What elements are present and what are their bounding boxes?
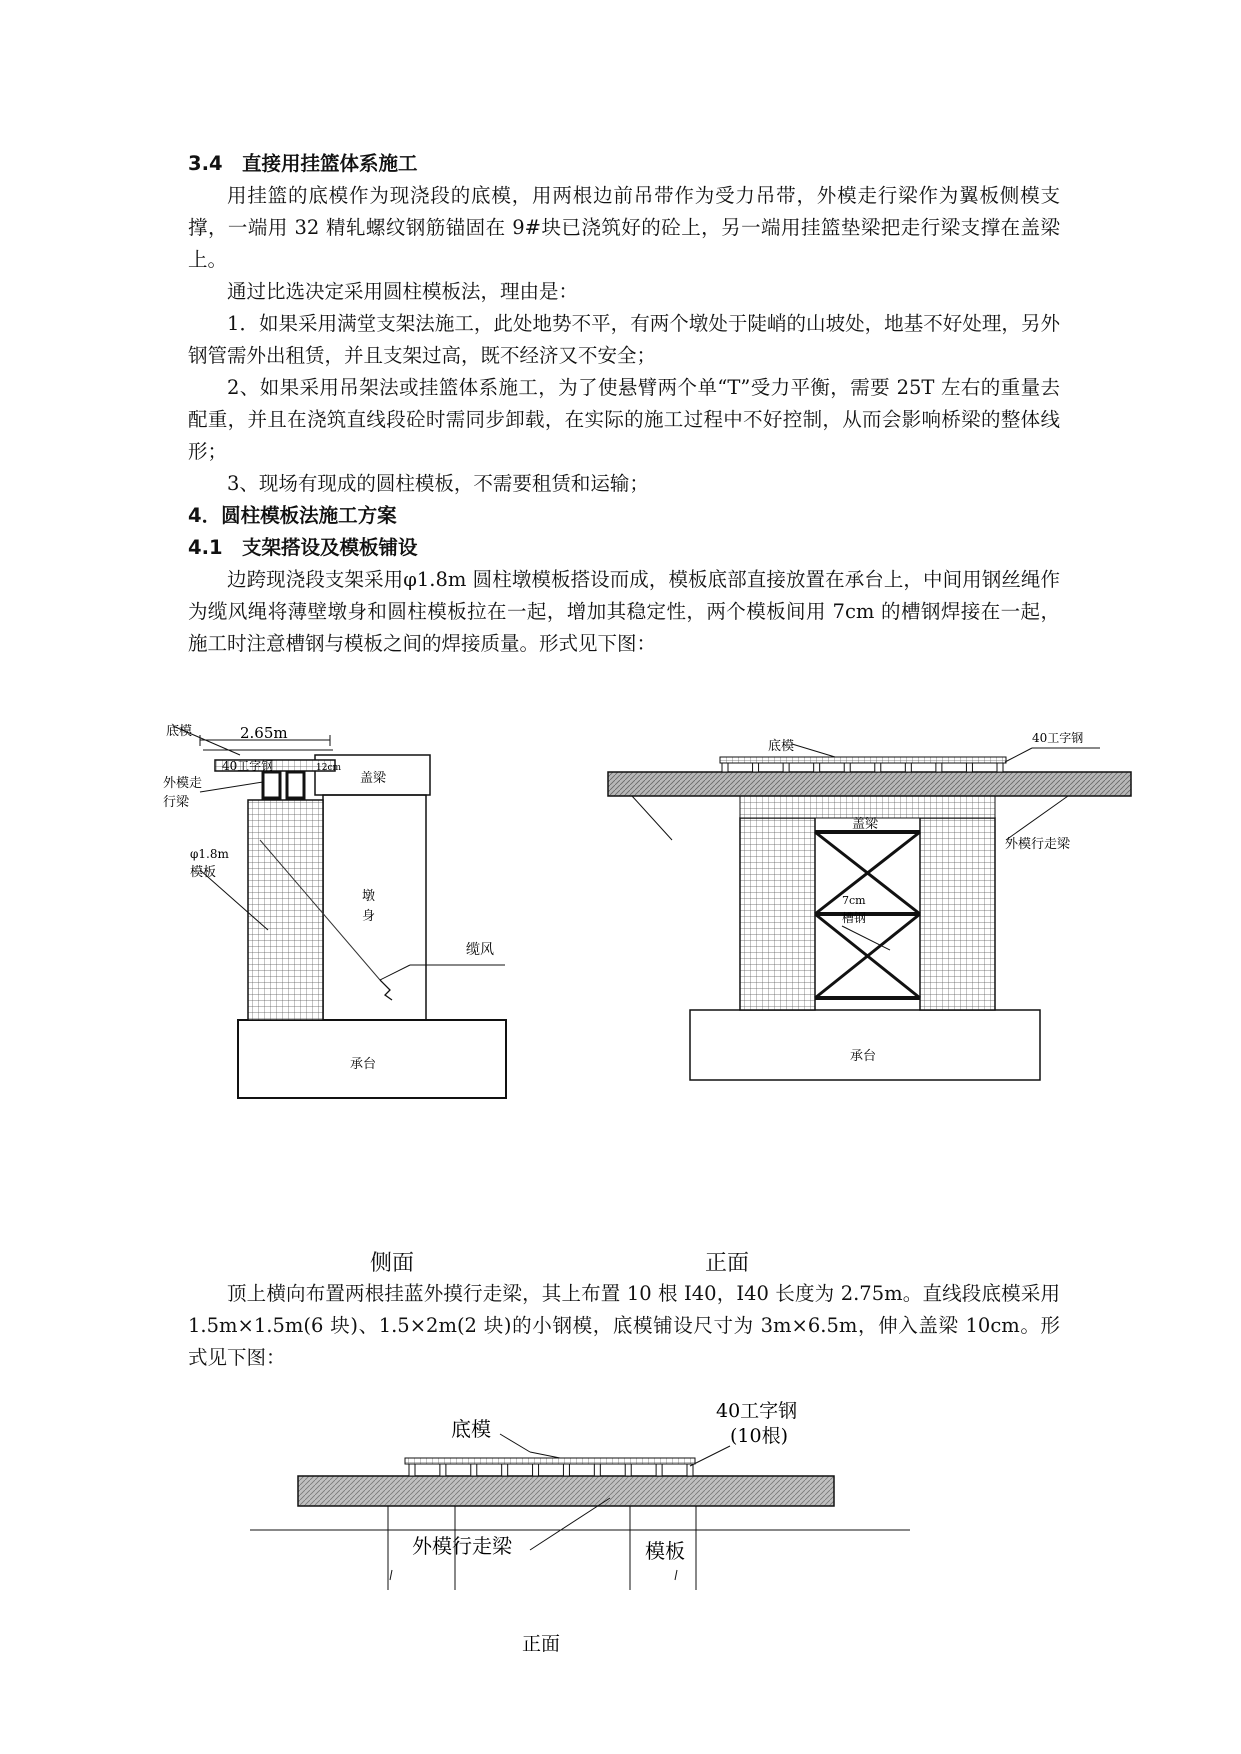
leader-line [842, 926, 890, 950]
section-heading: 3.4 直接用挂篮体系施工 [188, 152, 418, 175]
bottom-form-figure [0, 1390, 1241, 1730]
deck-post [722, 763, 728, 772]
label-ibeam: 40工字钢 [222, 759, 274, 773]
label-dimo: 底模 [166, 724, 193, 739]
deck-post [533, 1464, 539, 1476]
paragraph: 1．如果采用满堂支架法施工，此处地势不平，有两个墩处于陡峭的山坡处，地基不好处理，另外钢管需外出租赁，并且支架过高，既不经济又不安全； [188, 312, 1060, 367]
paragraph: 2、如果采用吊架法或挂篮体系施工，为了使悬臂两个单“T”受力平衡，需要 25T 左右的重量去配重，并且在浇筑直线段砼时需同步卸载，在实际的施工过程中不好控制，从而会影响桥梁的整体线形； [188, 376, 1060, 463]
label-walk-beam: 外模走 [163, 776, 203, 791]
leader-line [530, 1452, 560, 1458]
paragraph: 3、现场有现成的圆柱模板，不需要租赁和运输； [227, 472, 649, 495]
deck-post [905, 763, 911, 772]
label-cap-beam: 盖梁 [360, 771, 387, 786]
label-dimo: 底模 [451, 1417, 491, 1441]
cable-anchor [380, 980, 392, 1000]
label-ibeam: 40工字钢 [1032, 731, 1084, 745]
pile-cap [690, 1010, 1040, 1080]
leader-line [1005, 748, 1032, 762]
paragraph: 边跨现浇段支架采用φ1.8m 圆柱墩模板搭设而成，模板底部直接放置在承台上，中间用钢丝绳作为缆风绳将薄壁墩身和圆柱模板拉在一起，增加其稳定性，两个模板间用 7cm 的槽钢焊接在一起，施工时注意槽钢与模板之间的焊接质量。形式见下图： [188, 568, 1060, 655]
label-walk-beam: 外模行走梁 [412, 1534, 512, 1558]
caption-side: 侧面 [370, 1251, 415, 1276]
leader-line [632, 796, 672, 840]
label-dimension-small: 12cm [316, 763, 342, 773]
deck-post [997, 763, 1003, 772]
front-view [608, 731, 1131, 1080]
deck-post [753, 763, 759, 772]
support-figure [0, 700, 1241, 1220]
label-diameter: φ1.8m [190, 847, 229, 861]
walk-beam-band [298, 1476, 834, 1506]
label-ibeam: 40工字钢 [716, 1400, 798, 1422]
label-form: 模板 [645, 1539, 685, 1563]
label-walk-beam: 外模行走梁 [1005, 837, 1071, 852]
cylinder-form-left [740, 818, 815, 1010]
bottom-form-deck [405, 1458, 695, 1464]
label-dimo: 底模 [768, 739, 795, 754]
leader-line [200, 782, 263, 792]
deck-post [966, 763, 972, 772]
deck-post [656, 1464, 662, 1476]
label-channel: 槽钢 [842, 911, 867, 925]
walk-beam [287, 772, 304, 798]
section-heading: 4．圆柱模板法施工方案 [188, 504, 397, 527]
label-cable: 缆风 [466, 942, 494, 958]
bottom-form-deck [720, 757, 1006, 763]
section-3-4 [188, 148, 1060, 660]
leader-line [792, 744, 835, 757]
label-pile-cap: 承台 [350, 1057, 377, 1072]
label-channel-size: 7cm [842, 894, 866, 907]
label-walk-beam: 行梁 [163, 795, 190, 810]
label-ibeam-count: (10根) [730, 1425, 789, 1447]
pier-body [323, 795, 426, 1020]
deck-post [625, 1464, 631, 1476]
deck-post [502, 1464, 508, 1476]
deck-post [471, 1464, 477, 1476]
section-4-1-continued [188, 1278, 1060, 1374]
deck-post [563, 1464, 569, 1476]
deck-post [936, 763, 942, 772]
deck-post [844, 763, 850, 772]
paragraph: 通过比选决定采用圆柱模板法，理由是： [227, 280, 579, 303]
break-mark [390, 1570, 392, 1580]
label-pile-cap: 承台 [850, 1049, 877, 1064]
deck-post [814, 763, 820, 772]
deck-posts [409, 1464, 693, 1476]
break-mark [675, 1570, 677, 1580]
deck-post [594, 1464, 600, 1476]
paragraph: 顶上横向布置两根挂蓝外摸行走梁，其上布置 10 根 I40，I40 长度为 2.75m。直线段底模采用 1.5m×1.5m(6 块)、1.5×2m(2 块)的小钢模，底模铺设尺寸为 3m×6.5m，伸入盖梁 10cm。形式见下图： [188, 1282, 1060, 1369]
leader-line [690, 1446, 730, 1466]
label-pier: 墩 [362, 889, 376, 904]
label-form: 模板 [190, 865, 217, 880]
cylinder-form [248, 800, 323, 1020]
paragraph: 用挂篮的底模作为现浇段的底模，用两根边前吊带作为受力吊带，外模走行梁作为翼板侧模支撑，一端用 32 精轧螺纹钢筋锚固在 9#块已浇筑好的砼上，另一端用挂篮垫梁把走行梁支撑在盖梁上。 [188, 184, 1060, 271]
deck-post [875, 763, 881, 772]
subsection-heading: 4.1 支架搭设及模板铺设 [188, 536, 418, 559]
label-cap-beam: 盖梁 [852, 817, 879, 832]
cap-beam-band [608, 772, 1131, 796]
deck-post [783, 763, 789, 772]
label-dimension: 2.65m [240, 724, 288, 742]
leader-line [380, 965, 410, 980]
label-pier: 身 [362, 909, 376, 924]
walk-beam [263, 772, 280, 798]
caption-front: 正面 [522, 1633, 561, 1655]
deck-post [440, 1464, 446, 1476]
deck-posts [722, 763, 1003, 772]
side-view [163, 723, 506, 1098]
form-top [740, 796, 995, 818]
leader-line [500, 1434, 530, 1452]
cylinder-form-right [920, 818, 995, 1010]
caption-front: 正面 [705, 1251, 750, 1276]
leader-line [1006, 796, 1068, 840]
deck-post [409, 1464, 415, 1476]
